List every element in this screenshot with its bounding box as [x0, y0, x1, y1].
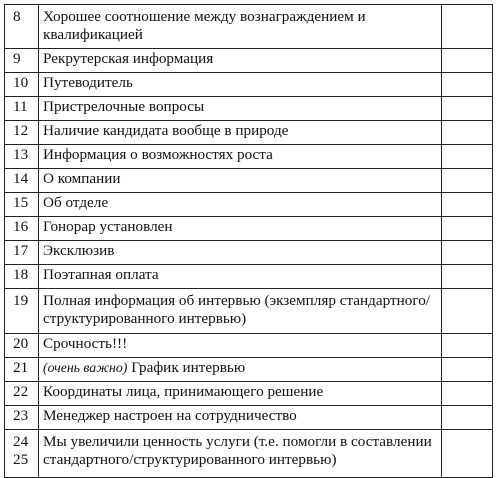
row-number: 20 [5, 334, 39, 358]
row-text: Мы увеличили ценность услуги (т.е. помогли в составлении стандартного/структурированного интервью) [39, 430, 442, 478]
row-number: 11 [5, 97, 39, 121]
table-row [5, 73, 493, 97]
row-number: 17 [5, 241, 39, 265]
row-text: Наличие кандидата вообще в природе [39, 121, 442, 145]
table-row [5, 97, 493, 121]
row-mark-cell [442, 5, 493, 49]
row-number: 12 [5, 121, 39, 145]
row-number: 10 [5, 73, 39, 97]
row-mark-cell [442, 430, 493, 478]
row-mark-cell [442, 241, 493, 265]
row-text: Гонорар установлен [39, 217, 442, 241]
row-text: Полная информация об интервью (экземпляр стандартного/структурированного интервью) [39, 289, 442, 334]
row-number: 8 [5, 5, 39, 49]
table-row [5, 169, 493, 193]
row-number: 23 [5, 406, 39, 430]
row-number: 9 [5, 49, 39, 73]
row-number: 16 [5, 217, 39, 241]
row-mark-cell [442, 145, 493, 169]
table-row [5, 5, 493, 49]
row-text: Информация о возможностях роста [39, 145, 442, 169]
row-number-top: 24 [13, 433, 29, 450]
row-text-main: График интервью [131, 359, 246, 376]
row-mark-cell [442, 193, 493, 217]
table-row [5, 217, 493, 241]
table-row [5, 430, 493, 478]
importance-note: (очень важно) [43, 360, 128, 375]
row-text: Путеводитель [39, 73, 442, 97]
table-row [5, 241, 493, 265]
row-mark-cell [442, 334, 493, 358]
table-row [5, 265, 493, 289]
table-row [5, 406, 493, 430]
row-text: Об отделе [39, 193, 442, 217]
row-number [5, 430, 39, 478]
row-number-bottom: 25 [13, 451, 29, 468]
row-mark-cell [442, 289, 493, 334]
row-mark-cell [442, 217, 493, 241]
row-text: О компании [39, 169, 442, 193]
row-mark-cell [442, 73, 493, 97]
row-text: Поэтапная оплата [39, 265, 442, 289]
table-row [5, 145, 493, 169]
row-mark-cell [442, 169, 493, 193]
table-row [5, 121, 493, 145]
row-number: 22 [5, 382, 39, 406]
row-mark-cell [442, 97, 493, 121]
row-text: Эксклюзив [39, 241, 442, 265]
table-row [5, 289, 493, 334]
row-mark-cell [442, 406, 493, 430]
row-text: Менеджер настроен на сотрудничество [39, 406, 442, 430]
row-mark-cell [442, 382, 493, 406]
row-mark-cell [442, 265, 493, 289]
row-mark-cell [442, 121, 493, 145]
table-row [5, 334, 493, 358]
row-number: 21 [5, 358, 39, 382]
row-number: 13 [5, 145, 39, 169]
row-text: Срочность!!! [39, 334, 442, 358]
table-row [5, 382, 493, 406]
row-number: 15 [5, 193, 39, 217]
row-text: Пристрелочные вопросы [39, 97, 442, 121]
row-text: Координаты лица, принимающего решение [39, 382, 442, 406]
table-row [5, 358, 493, 382]
row-text: Хорошее соотношение между вознаграждением и квалификацией [39, 5, 442, 49]
row-number: 14 [5, 169, 39, 193]
table-row [5, 49, 493, 73]
table-row [5, 193, 493, 217]
row-mark-cell [442, 49, 493, 73]
row-text: Рекрутерская информация [39, 49, 442, 73]
row-mark-cell [442, 358, 493, 382]
row-number: 19 [5, 289, 39, 334]
row-text [39, 358, 442, 382]
row-number: 18 [5, 265, 39, 289]
checklist-table [4, 4, 493, 478]
